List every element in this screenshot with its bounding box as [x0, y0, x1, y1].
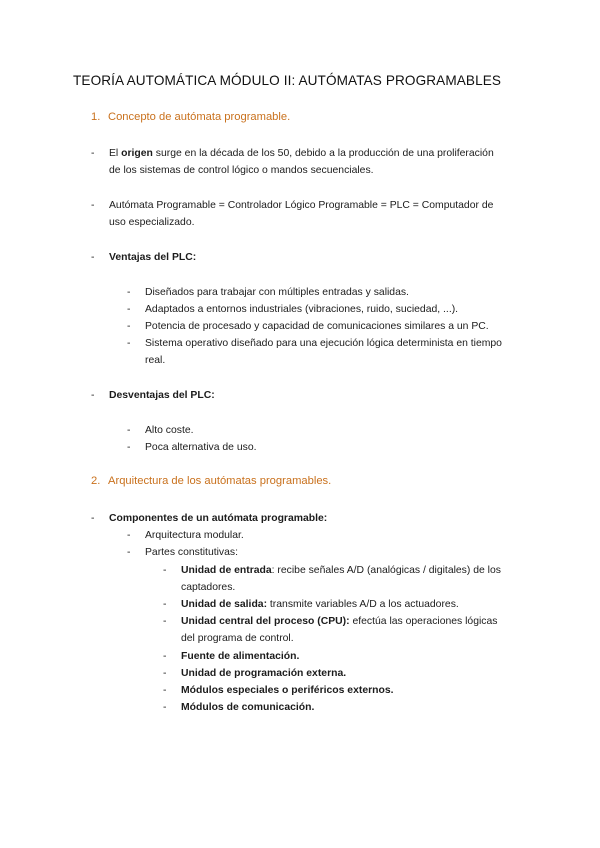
- input-unit-line: [181, 562, 501, 579]
- modular-item: Arquitectura modular.: [145, 530, 244, 541]
- disadvantage-item: Poca alternativa de uso.: [145, 442, 257, 453]
- plc-line-2: uso especializado.: [109, 217, 195, 228]
- plc-line-1: Autómata Programable = Controlador Lógico Programable = PLC = Computador de: [109, 200, 494, 211]
- bullet-dash: -: [127, 442, 131, 453]
- origin-bold: origen: [121, 148, 153, 159]
- bullet-dash: -: [91, 513, 95, 524]
- bullet-dash: -: [91, 390, 95, 401]
- input-unit-cont: captadores.: [181, 582, 236, 593]
- section-1-number: 1.: [91, 111, 101, 123]
- bullet-dash: -: [91, 252, 95, 263]
- bullet-dash: -: [127, 530, 131, 541]
- advantage-item: Adaptados a entornos industriales (vibraciones, ruido, suciedad, ...).: [145, 304, 459, 315]
- power-supply-item: Fuente de alimentación.: [181, 651, 300, 662]
- programming-unit-item: Unidad de programación externa.: [181, 668, 347, 679]
- bullet-dash: -: [163, 702, 167, 713]
- advantages-heading: Ventajas del PLC:: [109, 252, 197, 263]
- section-2-title: Arquitectura de los autómatas programables.: [108, 475, 332, 487]
- input-unit-text: : recibe señales A/D (analógicas / digitales) de los: [271, 565, 501, 576]
- page-title: TEORÍA AUTOMÁTICA MÓDULO II: AUTÓMATAS PROGRAMABLES: [73, 73, 502, 88]
- advantage-item-cont: real.: [145, 355, 166, 366]
- cpu-line: [181, 613, 497, 630]
- comms-modules-item: Módulos de comunicación.: [181, 702, 315, 713]
- origin-pre: El: [109, 148, 122, 159]
- bullet-dash: -: [163, 599, 167, 610]
- bullet-dash: -: [163, 651, 167, 662]
- cpu-cont: del programa de control.: [181, 633, 294, 644]
- output-unit-bold: Unidad de salida:: [181, 599, 268, 610]
- cpu-bold: Unidad central del proceso (CPU):: [181, 616, 350, 627]
- bullet-dash: -: [127, 287, 131, 298]
- bullet-dash: -: [163, 668, 167, 679]
- advantage-item: Diseñados para trabajar con múltiples entradas y salidas.: [145, 287, 409, 298]
- special-modules-item: Módulos especiales o periféricos externos.: [181, 685, 394, 696]
- bullet-dash: -: [91, 200, 95, 211]
- section-2-heading: [91, 475, 331, 487]
- bullet-dash: -: [163, 616, 167, 627]
- origin-text: surge en la década de los 50, debido a la producción de una proliferación: [152, 148, 494, 159]
- section-1-heading: [91, 111, 290, 123]
- disadvantage-item: Alto coste.: [145, 425, 194, 436]
- origin-paragraph: [91, 145, 94, 162]
- parts-item: Partes constitutivas:: [145, 547, 238, 558]
- output-unit-text: transmite variables A/D a los actuadores.: [267, 599, 459, 610]
- bullet-dash: -: [163, 685, 167, 696]
- bullet-dash: -: [91, 148, 95, 159]
- cpu-text: efectúa las operaciones lógicas: [349, 616, 498, 627]
- advantage-item: Potencia de procesado y capacidad de comunicaciones similares a un PC.: [145, 321, 489, 332]
- output-unit-line: [181, 596, 459, 613]
- bullet-dash: -: [127, 304, 131, 315]
- bullet-dash: -: [127, 321, 131, 332]
- components-heading: Componentes de un autómata programable:: [109, 513, 328, 524]
- origin-line-2: de los sistemas de control lógico o mandos secuenciales.: [109, 165, 374, 176]
- bullet-dash: -: [127, 547, 131, 558]
- section-2-number: 2.: [91, 475, 101, 487]
- disadvantages-heading: Desventajas del PLC:: [109, 390, 215, 401]
- bullet-dash: -: [127, 425, 131, 436]
- origin-line-1: [109, 145, 494, 162]
- section-1-title: Concepto de autómata programable.: [108, 111, 291, 123]
- bullet-dash: -: [127, 338, 131, 349]
- advantage-item: Sistema operativo diseñado para una ejecución lógica determinista en tiempo: [145, 338, 502, 349]
- input-unit-bold: Unidad de entrada: [181, 565, 272, 576]
- bullet-dash: -: [163, 565, 167, 576]
